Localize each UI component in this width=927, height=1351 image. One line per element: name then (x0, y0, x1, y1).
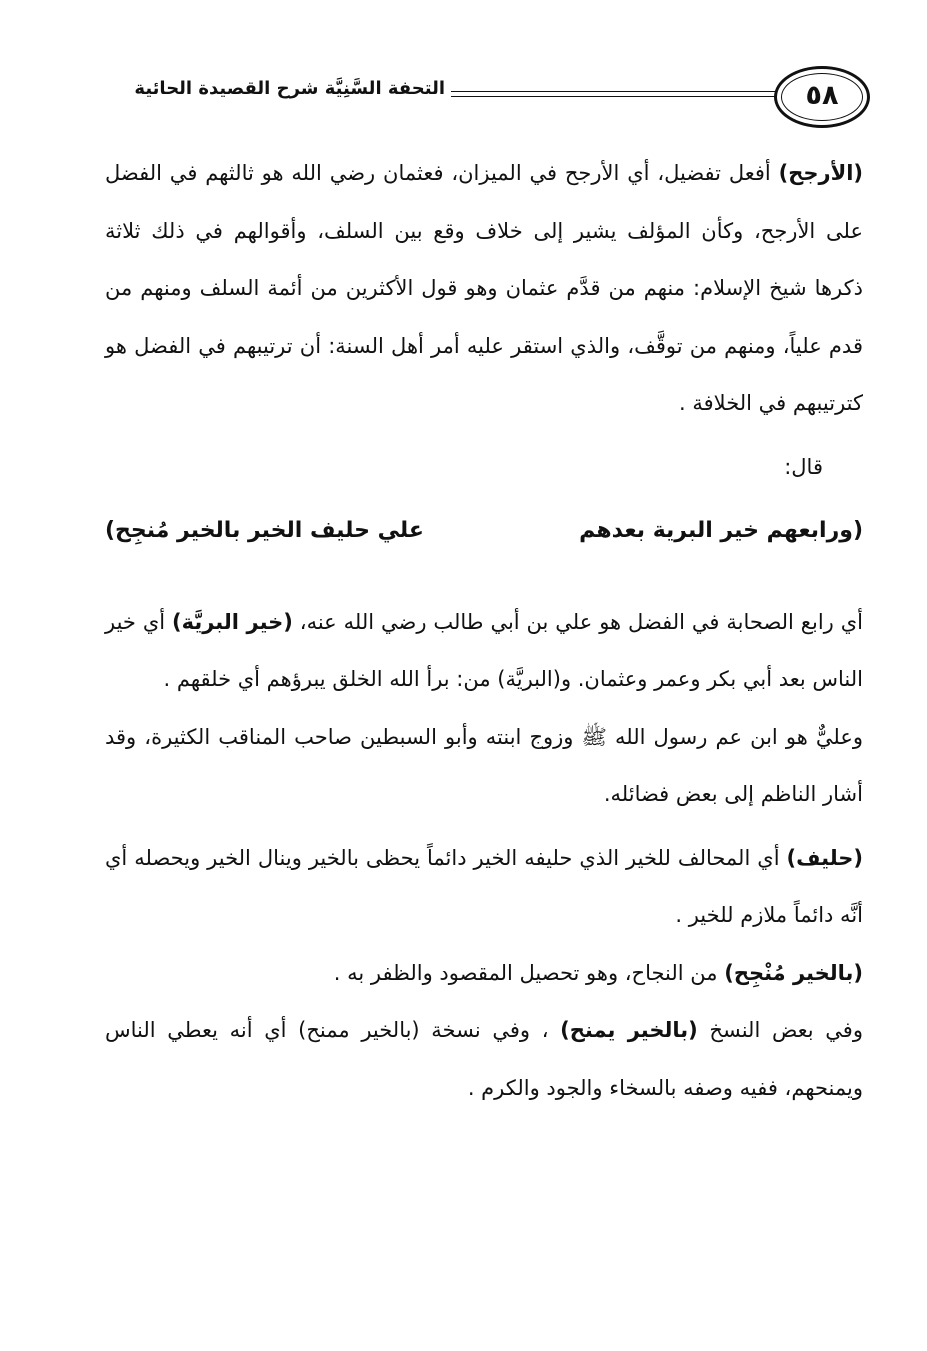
paragraph-variant-readings (105, 1002, 863, 1117)
paragraph-text: أي المحالف للخير الذي حليفه الخير دائماً يحظى بالخير وينال الخير ويحصله أي أنَّه دائماً ملازم للخير . (105, 845, 863, 927)
term-al-arjah: (الأرجح) (778, 161, 863, 185)
paragraph-munjih (105, 945, 863, 1003)
paragraph-text: وعليٌّ هو ابن عم رسول الله ﷺ وزوج ابنته وأبو السبطين صاحب المناقب الكثيرة، وقد أشار الناظم إلى بعض فضائله. (105, 724, 863, 806)
page-header (105, 62, 870, 132)
term-munjih: (بالخير مُنْجِح) (724, 960, 863, 985)
verse-second-hemistich: علي حليف الخير بالخير مُنجِح) (105, 517, 424, 543)
paragraph-ali (105, 709, 863, 824)
page-number-badge (774, 66, 870, 128)
paragraph-text: أفعل تفضيل، أي الأرجح في الميزان، فعثمان رضي الله هو ثالثهم في الفضل على الأرجح، وكأن المؤلف يشير إلى خلاف وقع بين السلف، وأقوالهم في ذلك ثلاثة ذكرها شيخ الإسلام: منهم من قدَّم عثمان وهو قول الأكثرين من أئمة السلف ومنهم من قدم علياً، ومنهم من توقَّف، والذي استقر عليه أمر أهل السنة: أن ترتيبهم في الفضل هو كترتيبهم في الخلافة . (105, 161, 863, 415)
term-khayr-al-bariyya: (خير البريَّة) (172, 609, 293, 634)
term-yamnah: (بالخير يمنح) (560, 1018, 698, 1042)
paragraph-text: ، وفي نسخة (بالخير ممنح) أي أنه يعطي الناس ويمنحهم، ففيه وصفه بالسخاء والجود والكرم . (105, 1018, 863, 1100)
paragraph-text: أي خير الناس بعد أبي بكر وعمر وعثمان. و(البريَّة) من: برأ الله الخلق يبرؤهم أي خلقهم . (105, 609, 863, 691)
paragraph-text: من النجاح، وهو تحصيل المقصود والظفر به . (333, 960, 725, 985)
header-rule (451, 91, 776, 97)
paragraph-halif (105, 830, 863, 945)
page-body (105, 145, 863, 1117)
verse-first-hemistich: (ورابعهم خير البرية بعدهم (579, 517, 863, 543)
qala-label: قال: (784, 454, 823, 479)
paragraph-al-arjah (105, 145, 863, 433)
book-title: التحفة السَّنِيَّة شرح القصيدة الحائية (134, 78, 445, 99)
page-number: ٥٨ (805, 79, 839, 111)
paragraph-text: أي رابع الصحابة في الفضل هو علي بن أبي طالب رضي الله عنه، (292, 609, 863, 634)
paragraph-text: وفي بعض النسخ (697, 1018, 863, 1042)
paragraph-khayr-al-bariyya (105, 594, 863, 709)
term-halif: (حليف) (786, 845, 863, 870)
poem-verse (105, 508, 863, 554)
